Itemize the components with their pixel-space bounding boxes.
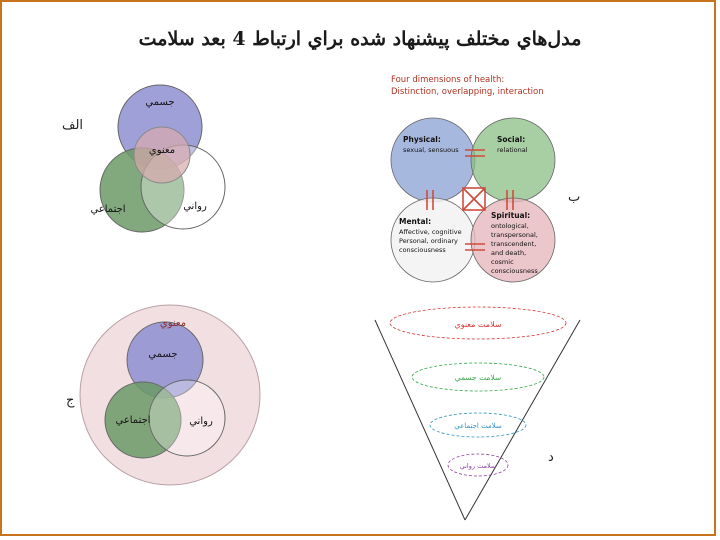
level-label-2: سلامت اجتماعي [454, 422, 502, 430]
mental-label: رواني [183, 201, 207, 212]
physical-desc: sexual, sensuous [403, 146, 459, 154]
panel-b-heading-1: Four dimensions of health: [391, 75, 505, 85]
panel-c-nested [75, 300, 265, 490]
mental-label: رواني [189, 416, 213, 427]
panel-b-label: ب [568, 190, 581, 205]
funnel-right-edge [465, 320, 580, 520]
panel-a-label: الف [62, 118, 84, 133]
mental-circle [149, 380, 225, 456]
spiritual-desc-5: consciousness [491, 267, 538, 275]
mental-desc-2: consciousness [399, 246, 446, 254]
panel-b-diagram [385, 72, 570, 287]
spiritual-desc-4: cosmic [491, 258, 514, 266]
social-title: Social: [497, 135, 526, 144]
physical-label: جسمي [145, 97, 175, 108]
funnel-left-edge [375, 320, 465, 520]
level-label-3: سلامت رواني [459, 462, 497, 470]
mental-desc-0: Affective, cognitive [399, 228, 462, 236]
level-label-1: سلامت جسمي [454, 373, 502, 382]
spiritual-desc-0: ontological, [491, 222, 529, 230]
spiritual-desc-2: transcendent, [491, 240, 537, 248]
social-desc: relational [497, 146, 528, 154]
panel-a-venn [70, 75, 250, 245]
slide-title: مدل‌هاي مختلف پيشنهاد شده براي ارتباط 4 بعد سلامت [138, 28, 582, 50]
physical-label: جسمي [148, 349, 178, 360]
spiritual-desc-3: and death, [491, 249, 527, 257]
panel-d-label: د [548, 450, 554, 465]
spiritual-desc-1: transpersonal, [491, 231, 538, 239]
level-label-0: سلامت معنوي [454, 320, 502, 329]
panel-b-heading-2: Distinction, overlapping, interaction [391, 87, 544, 97]
panel-d-funnel [370, 295, 585, 525]
spiritual-title: Spiritual: [491, 211, 531, 220]
social-label: اجتماعي [115, 415, 151, 426]
mental-desc-1: Personal, ordinary [399, 237, 458, 245]
mental-title: Mental: [399, 217, 432, 226]
spiritual-label: معنوي [159, 318, 187, 329]
panel-c-label: ج [66, 393, 75, 408]
physical-title: Physical: [403, 135, 441, 144]
social-label: اجتماعي [90, 204, 126, 215]
spiritual-label: معنوي [148, 145, 176, 156]
